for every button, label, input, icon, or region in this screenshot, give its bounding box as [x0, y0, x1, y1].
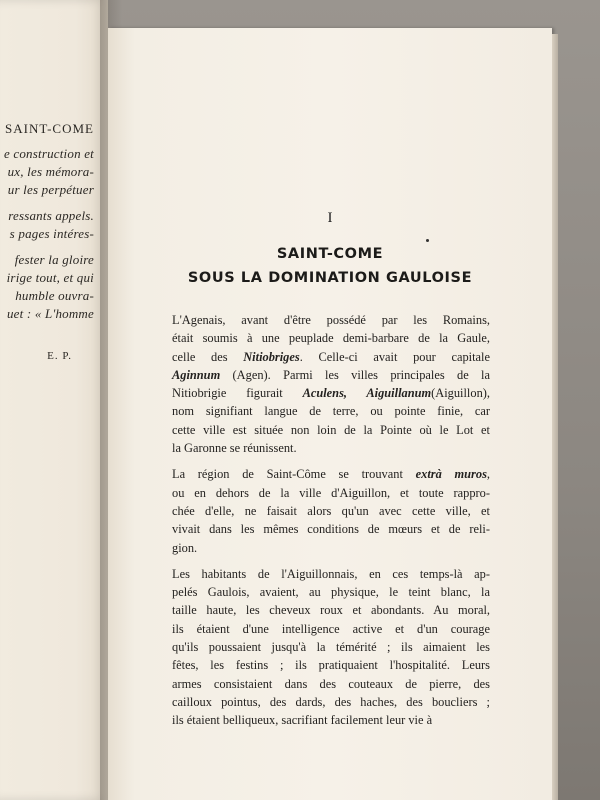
text-line: gion.	[172, 540, 198, 555]
left-signature: E. P.	[47, 350, 72, 362]
text-line: ou en dehors de la ville d'Aiguillon, et toute rappro-	[172, 485, 490, 500]
text-line: Aginnum (Agen). Parmi les villes principales de la	[172, 367, 490, 382]
text-line: taille haute, les cheveux roux et abondants. Au moral,	[172, 603, 490, 618]
text-line: ils étaient d'une intelligence active et d'un courage	[172, 621, 490, 636]
body-text	[172, 311, 490, 738]
chapter-number: I	[327, 210, 333, 226]
text-line: vivait dans les mêmes conditions de mœurs et de reli-	[172, 522, 490, 537]
text-line: L'Agenais, avant d'être possédé par les Romains,	[172, 313, 490, 327]
text-line: fêtes, les festins ; ils pratiquaient l'hospitalité. Leurs	[172, 658, 490, 673]
text-line: chée d'elle, ne faisait alors qu'un avec cette ville, et	[172, 503, 490, 518]
emphasis: Nitiobriges	[243, 349, 300, 364]
text-line: armes consistaient dans des couteaux de pierre, des	[172, 676, 490, 691]
text-line: nom signifiant langue de terre, ou pointe finie, car	[172, 404, 490, 419]
emphasis: extrà muros	[415, 467, 487, 482]
emphasis: Aginnum	[172, 367, 221, 382]
left-line: uet : « L'homme	[6, 306, 94, 321]
left-line: ur les perpétuer	[7, 182, 94, 197]
chapter-title-line2: SOUS LA DOMINATION GAULOISE	[187, 270, 473, 286]
left-line: ressants appels.	[8, 208, 94, 223]
left-page	[0, 0, 108, 800]
left-line: e construction et	[3, 146, 94, 161]
chapter-title-line1: SAINT-COME	[276, 246, 384, 262]
text-line: cette ville est située non loin de la Pointe où le Lot et	[172, 422, 490, 437]
text-line: La région de Saint-Côme se trouvant extrà muros,	[172, 467, 491, 482]
paragraph	[172, 465, 490, 556]
text-line: ils étaient belliqueux, sacrifiant facilement leur vie à	[172, 713, 433, 728]
left-line: humble ouvra-	[15, 288, 94, 303]
paragraph	[172, 565, 490, 730]
left-page-header: SAINT-COME	[5, 121, 94, 136]
text-line: Les habitants de l'Aiguillonnais, en ces temps-là ap-	[172, 566, 490, 581]
page-edge	[552, 34, 558, 800]
paragraph	[172, 311, 490, 457]
text-line: cailloux pointus, des dards, des haches, des boucliers ;	[172, 694, 490, 709]
text-line: Nitiobrigie figurait Aculens, Aiguillanum(Aiguillon),	[172, 386, 490, 401]
left-line: fester la gloire	[14, 252, 94, 267]
text-line: la Garonne se réunissent.	[172, 441, 297, 456]
text-line: qu'ils poussaient jusqu'à la témérité ; ils aimaient les	[172, 640, 490, 655]
ink-speck	[426, 239, 429, 242]
text-line: était soumis à une peuplade demi-barbare de la Gaule,	[172, 331, 490, 346]
left-line: ux, les mémora-	[7, 164, 94, 179]
text-line: pelés Gaulois, avaient, au physique, le teint blanc, la	[172, 585, 490, 600]
left-line: s pages intéres-	[9, 226, 94, 241]
text-line: celle des Nitiobriges. Celle-ci avait pour capitale	[172, 349, 490, 364]
emphasis: Aculens, Aiguillanum	[302, 386, 432, 401]
right-page	[108, 28, 552, 800]
left-line: irige tout, et qui	[6, 270, 94, 285]
